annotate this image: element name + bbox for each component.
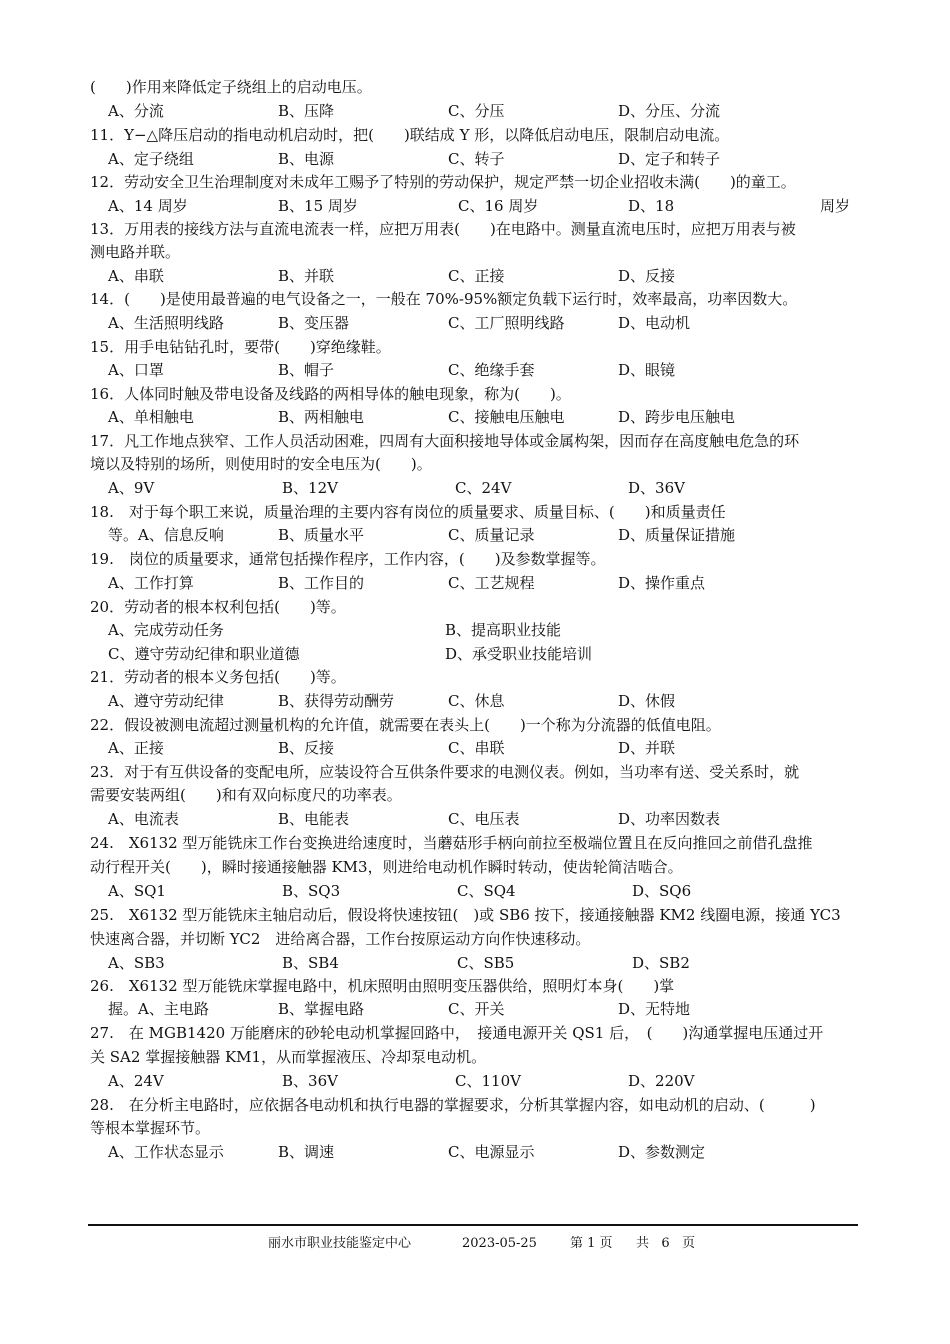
- q28-option-c: C、电源显示: [448, 1143, 535, 1161]
- q16-options: [90, 406, 880, 428]
- q20-stem: 20．劳动者的根本权利包括( )等。: [90, 598, 346, 616]
- q17-option-d: D、36V: [628, 479, 685, 497]
- q11-stem: 11．Y−△降压启动的指电动机启动时，把( )联结成 Y 形，以降低启动电压，限制启动电流。: [90, 126, 730, 144]
- footer-date: 2023-05-25: [462, 1236, 537, 1251]
- q24-option-c: C、SQ4: [457, 882, 516, 900]
- q13-stem-line2: 测电路并联。: [90, 243, 181, 261]
- q26-stem-line2: 握。A、主电路: [108, 1000, 209, 1018]
- q12-option-a: A、14 周岁: [108, 197, 188, 215]
- q27-option-d: D、220V: [628, 1072, 695, 1090]
- q23-option-b: B、电能表: [278, 810, 350, 828]
- q19-stem: 19. 岗位的质量要求，通常包括操作程序，工作内容，( )及参数掌握等。: [90, 550, 606, 568]
- q14-option-c: C、工厂照明线路: [448, 314, 565, 332]
- q16-option-d: D、跨步电压触电: [618, 408, 736, 426]
- q18-stem-line2: 等。A、信息反响: [108, 526, 224, 544]
- q20-option-b: B、提高职业技能: [445, 621, 562, 639]
- q17-option-c: C、24V: [455, 479, 512, 497]
- q27-stem-line2: 关 SA2 掌握接触器 KM1，从而掌握液压、冷却泵电动机。: [90, 1048, 487, 1066]
- q19-options: [90, 572, 880, 594]
- q28-stem-line2: 等根本掌握环节。: [90, 1119, 211, 1137]
- q12-option-c: C、16 周岁: [458, 197, 539, 215]
- q15-option-a: A、口罩: [108, 361, 164, 379]
- q11-option-a: A、定子绕组: [108, 150, 194, 168]
- q25-stem-line1: 25. X6132 型万能铣床主轴启动后，假设将快速按钮( )或 SB6 按下，接通接触器 KM2 线圈电源，接通 YC3: [90, 906, 841, 924]
- q20-options-row1: [90, 619, 880, 641]
- q14-option-d: D、电动机: [618, 314, 691, 332]
- q16-option-b: B、两相触电: [278, 408, 365, 426]
- q25-option-c: C、SB5: [457, 954, 515, 972]
- q10-option-c: C、分压: [448, 102, 505, 120]
- q12-option-d-unit: 周岁: [820, 197, 851, 215]
- q28-option-b: B、调速: [278, 1143, 335, 1161]
- q19-option-a: A、工作打算: [108, 574, 194, 592]
- q16-option-a: A、单相触电: [108, 408, 194, 426]
- q10-option-d: D、分压、分流: [618, 102, 721, 120]
- q21-option-b: B、获得劳动酬劳: [278, 692, 395, 710]
- q13-option-c: C、正接: [448, 267, 505, 285]
- q26-stem-line1: 26. X6132 型万能铣床掌握电路中，机床照明由照明变压器供给，照明灯本身( )掌: [90, 977, 675, 995]
- footer-divider: [88, 1224, 858, 1226]
- q23-option-a: A、电流表: [108, 810, 179, 828]
- q17-option-b: B、12V: [282, 479, 338, 497]
- q26-option-d: D、无特地: [618, 1000, 691, 1018]
- q25-option-b: B、SB4: [282, 954, 339, 972]
- q26-option-b: B、掌握电路: [278, 1000, 365, 1018]
- q23-stem-line2: 需要安装两组( )和有双向标度尺的功率表。: [90, 786, 402, 804]
- q20-option-d: D、承受职业技能培训: [445, 645, 593, 663]
- q13-options: [90, 265, 880, 287]
- q10-options: [90, 100, 880, 122]
- q17-stem-line2: 境以及特别的场所，则使用时的安全电压为( )。: [90, 455, 432, 473]
- page-footer: [0, 1234, 950, 1254]
- q15-options: [90, 359, 880, 381]
- q20-option-a: A、完成劳动任务: [108, 621, 224, 639]
- q10-option-a: A、分流: [108, 102, 164, 120]
- q27-options: [90, 1070, 880, 1092]
- q15-stem: 15．用手电钻钻孔时，要带( )穿绝缘鞋。: [90, 338, 391, 356]
- q28-option-d: D、参数测定: [618, 1143, 706, 1161]
- q27-option-c: C、110V: [455, 1072, 521, 1090]
- q23-stem-line1: 23．对于有互供设备的变配电所，应装设符合互供条件要求的电测仪表。例如，当功率有送、受关系时，就: [90, 763, 800, 781]
- q24-option-d: D、SQ6: [632, 882, 692, 900]
- q26-line2: [90, 998, 880, 1020]
- q28-stem-line1: 28. 在分析主电路时，应依据各电动机和执行电器的掌握要求，分析其掌握内容，如电动机的启动、( ): [90, 1096, 816, 1114]
- q19-option-b: B、工作目的: [278, 574, 365, 592]
- q15-option-c: C、绝缘手套: [448, 361, 535, 379]
- q14-option-b: B、变压器: [278, 314, 350, 332]
- q20-option-c: C、遵守劳动纪律和职业道德: [108, 645, 300, 663]
- q14-stem: 14．( )是使用最普遍的电气设备之一，一般在 70%-95%额定负载下运行时，效率最高，功率因数大。: [90, 290, 798, 308]
- q25-stem-line2: 快速离合器，并切断 YC2 进给离合器，工作台按原运动方向作快速移动。: [90, 930, 591, 948]
- q18-option-b: B、质量水平: [278, 526, 365, 544]
- q27-option-a: A、24V: [108, 1072, 164, 1090]
- q17-option-a: A、9V: [108, 479, 155, 497]
- q22-options: [90, 737, 880, 759]
- q24-option-a: A、SQ1: [108, 882, 166, 900]
- q13-stem-line1: 13．万用表的接线方法与直流电流表一样，应把万用表( )在电路中。测量直流电压时，应把万用表与被: [90, 220, 796, 238]
- q10-stem: ( )作用来降低定子绕组上的启动电压。: [90, 78, 372, 96]
- q22-option-c: C、串联: [448, 739, 505, 757]
- q28-option-a: A、工作状态显示: [108, 1143, 224, 1161]
- q22-stem: 22．假设被测电流超过测量机构的允许值，就需要在表头上( )一个称为分流器的低值电阻。: [90, 716, 721, 734]
- q15-option-d: D、眼镜: [618, 361, 676, 379]
- q13-option-b: B、并联: [278, 267, 335, 285]
- q12-option-b: B、15 周岁: [278, 197, 358, 215]
- q26-option-c: C、开关: [448, 1000, 505, 1018]
- q21-options: [90, 690, 880, 712]
- q11-option-d: D、定子和转子: [618, 150, 721, 168]
- q11-option-b: B、电源: [278, 150, 335, 168]
- footer-total-pages: 共 6 页: [636, 1236, 696, 1251]
- q12-options: [90, 195, 880, 217]
- q24-stem-line1: 24. X6132 型万能铣床工作台变换进给速度时，当蘑菇形手柄向前拉至极端位置且在反向推回之前借孔盘推: [90, 834, 813, 852]
- q24-stem-line2: 动行程开关( )，瞬时接通接触器 KM3，则进给电动机作瞬时转动，使齿轮简洁啮合。: [90, 858, 683, 876]
- q25-options: [90, 952, 880, 974]
- q13-option-d: D、反接: [618, 267, 676, 285]
- q14-options: [90, 312, 880, 334]
- q21-option-d: D、休假: [618, 692, 676, 710]
- q24-options: [90, 880, 880, 902]
- q17-stem-line1: 17．凡工作地点狭窄、工作人员活动困难，四周有大面积接地导体或金属构架，因而存在高度触电危急的环: [90, 432, 800, 450]
- footer-page-number: 第 1 页: [570, 1236, 613, 1251]
- q21-option-a: A、遵守劳动纪律: [108, 692, 224, 710]
- q12-stem: 12．劳动安全卫生治理制度对未成年工赐予了特别的劳动保护，规定严禁一切企业招收未满( )的童工。: [90, 173, 796, 191]
- q22-option-b: B、反接: [278, 739, 335, 757]
- q27-stem-line1: 27. 在 MGB1420 万能磨床的砂轮电动机掌握回路中， 接通电源开关 QS1 后， ( )沟通掌握电压通过开: [90, 1024, 824, 1042]
- q27-option-b: B、36V: [282, 1072, 338, 1090]
- q23-options: [90, 808, 880, 830]
- q18-line2: [90, 524, 880, 546]
- q28-options: [90, 1141, 880, 1163]
- q20-options-row2: [90, 643, 880, 665]
- q24-option-b: B、SQ3: [282, 882, 341, 900]
- q13-option-a: A、串联: [108, 267, 164, 285]
- q23-option-d: D、功率因数表: [618, 810, 721, 828]
- q22-option-d: D、并联: [618, 739, 676, 757]
- q19-option-c: C、工艺规程: [448, 574, 535, 592]
- q25-option-d: D、SB2: [632, 954, 690, 972]
- q12-option-d: D、18: [628, 197, 675, 215]
- q22-option-a: A、正接: [108, 739, 164, 757]
- q15-option-b: B、帽子: [278, 361, 335, 379]
- q10-option-b: B、压降: [278, 102, 335, 120]
- q16-option-c: C、接触电压触电: [448, 408, 565, 426]
- q25-option-a: A、SB3: [108, 954, 165, 972]
- q21-stem: 21．劳动者的根本义务包括( )等。: [90, 668, 346, 686]
- q14-option-a: A、生活照明线路: [108, 314, 224, 332]
- q11-option-c: C、转子: [448, 150, 505, 168]
- q16-stem: 16．人体同时触及带电设备及线路的两相导体的触电现象，称为( )。: [90, 385, 571, 403]
- q21-option-c: C、休息: [448, 692, 505, 710]
- q23-option-c: C、电压表: [448, 810, 520, 828]
- q11-options: [90, 148, 880, 170]
- q18-option-d: D、质量保证措施: [618, 526, 736, 544]
- q18-option-c: C、质量记录: [448, 526, 535, 544]
- q18-stem-line1: 18. 对于每个职工来说，质量治理的主要内容有岗位的质量要求、质量目标、( )和质量责任: [90, 503, 726, 521]
- q17-options: [90, 477, 880, 499]
- q19-option-d: D、操作重点: [618, 574, 706, 592]
- footer-organization: 丽水市职业技能鉴定中心: [268, 1236, 412, 1251]
